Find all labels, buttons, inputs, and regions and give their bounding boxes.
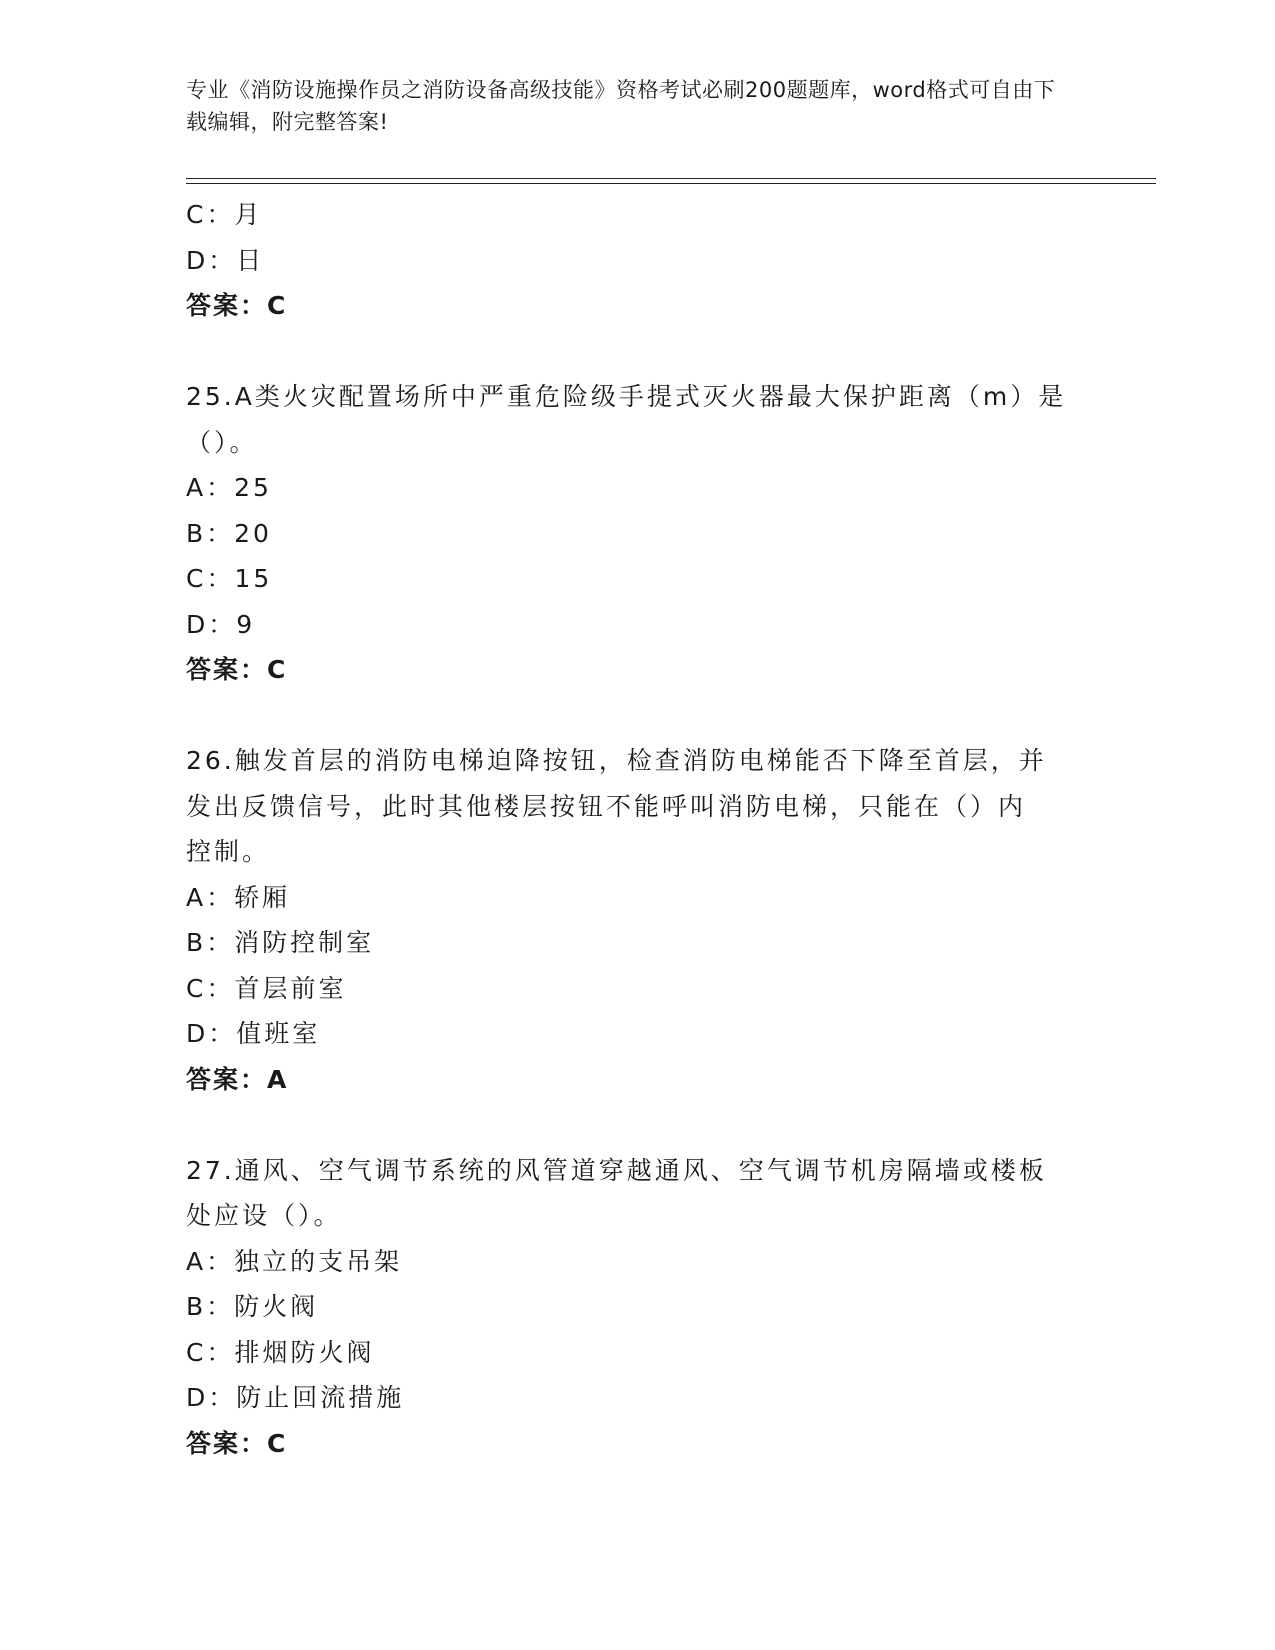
option-d bbox=[186, 1375, 1086, 1421]
question-stem-line: 26.触发首层的消防电梯迫降按钮，检查消防电梯能否下降至首层，并 bbox=[186, 746, 1047, 775]
option-label: D： bbox=[186, 609, 237, 639]
option-text: 排烟防火阀 bbox=[234, 1337, 375, 1367]
question-stem-line: （）。 bbox=[186, 427, 258, 457]
question-stem-line: 27.通风、空气调节系统的风管道穿越通风、空气调节机房隔墙或楼板 bbox=[186, 1155, 1047, 1185]
option-text: 9 bbox=[236, 609, 256, 639]
option-b bbox=[186, 1284, 1086, 1330]
option-text: 轿厢 bbox=[234, 882, 291, 912]
option-label: C： bbox=[186, 564, 235, 593]
header-rule-bottom bbox=[186, 183, 1156, 184]
option-c bbox=[186, 1330, 1086, 1376]
answer-line: 答案：C bbox=[186, 1428, 288, 1458]
question-25 bbox=[186, 374, 1086, 693]
document-header: 专业《消防设施操作员之消防设备高级技能》资格考试必刷200题题库，word格式可自由下载编辑，附完整答案! bbox=[186, 78, 1056, 134]
option-text: 消防控制室 bbox=[234, 928, 375, 957]
option-text: 25 bbox=[234, 473, 272, 502]
option-label: A： bbox=[186, 1246, 235, 1276]
question-list bbox=[186, 192, 1086, 1466]
option-text: 首层前室 bbox=[234, 973, 347, 1003]
option-label: C： bbox=[186, 973, 235, 1003]
answer-line: 答案：A bbox=[186, 1064, 289, 1094]
option-c bbox=[186, 192, 1086, 238]
option-b bbox=[186, 511, 1086, 557]
option-label: B： bbox=[186, 928, 235, 957]
question-stem-line: 25.A类火灾配置场所中严重危险级手提式灭火器最大保护距离（m）是 bbox=[186, 382, 1067, 411]
option-text: 防火阀 bbox=[234, 1292, 319, 1321]
option-a bbox=[186, 465, 1086, 511]
answer-line: 答案：C bbox=[186, 655, 288, 684]
option-text: 15 bbox=[234, 564, 273, 593]
option-a bbox=[186, 875, 1086, 921]
option-label: B： bbox=[186, 1292, 235, 1321]
option-text: 值班室 bbox=[236, 1019, 321, 1048]
option-label: D： bbox=[186, 245, 237, 275]
spacer bbox=[186, 1102, 1086, 1148]
question-stem-line: 处应设（）。 bbox=[186, 1201, 342, 1230]
option-label: D： bbox=[186, 1383, 237, 1412]
option-label: B： bbox=[186, 518, 235, 548]
spacer bbox=[186, 329, 1086, 375]
option-d bbox=[186, 602, 1086, 648]
answer-line: 答案：C bbox=[186, 291, 288, 320]
question-26 bbox=[186, 738, 1086, 1102]
option-label: A： bbox=[186, 882, 235, 912]
option-label: C： bbox=[186, 1337, 235, 1367]
header-rule-top bbox=[186, 178, 1156, 179]
option-label: D： bbox=[186, 1019, 237, 1048]
option-d bbox=[186, 238, 1086, 284]
option-c bbox=[186, 556, 1086, 602]
option-text: 日 bbox=[236, 245, 265, 275]
option-d bbox=[186, 1011, 1086, 1057]
option-label: A： bbox=[186, 473, 235, 502]
option-text: 20 bbox=[234, 518, 272, 548]
prev-question-tail bbox=[186, 192, 1086, 329]
option-b bbox=[186, 920, 1086, 966]
option-text: 防止回流措施 bbox=[236, 1383, 405, 1412]
question-27 bbox=[186, 1148, 1086, 1467]
option-text: 月 bbox=[234, 200, 263, 229]
option-c bbox=[186, 966, 1086, 1012]
question-stem-line: 控制。 bbox=[186, 837, 271, 866]
option-text: 独立的支吊架 bbox=[234, 1246, 403, 1276]
option-label: C： bbox=[186, 200, 235, 229]
question-stem-line: 发出反馈信号，此时其他楼层按钮不能呼叫消防电梯，只能在（）内 bbox=[186, 791, 1027, 821]
spacer bbox=[186, 693, 1086, 739]
option-a bbox=[186, 1239, 1086, 1285]
